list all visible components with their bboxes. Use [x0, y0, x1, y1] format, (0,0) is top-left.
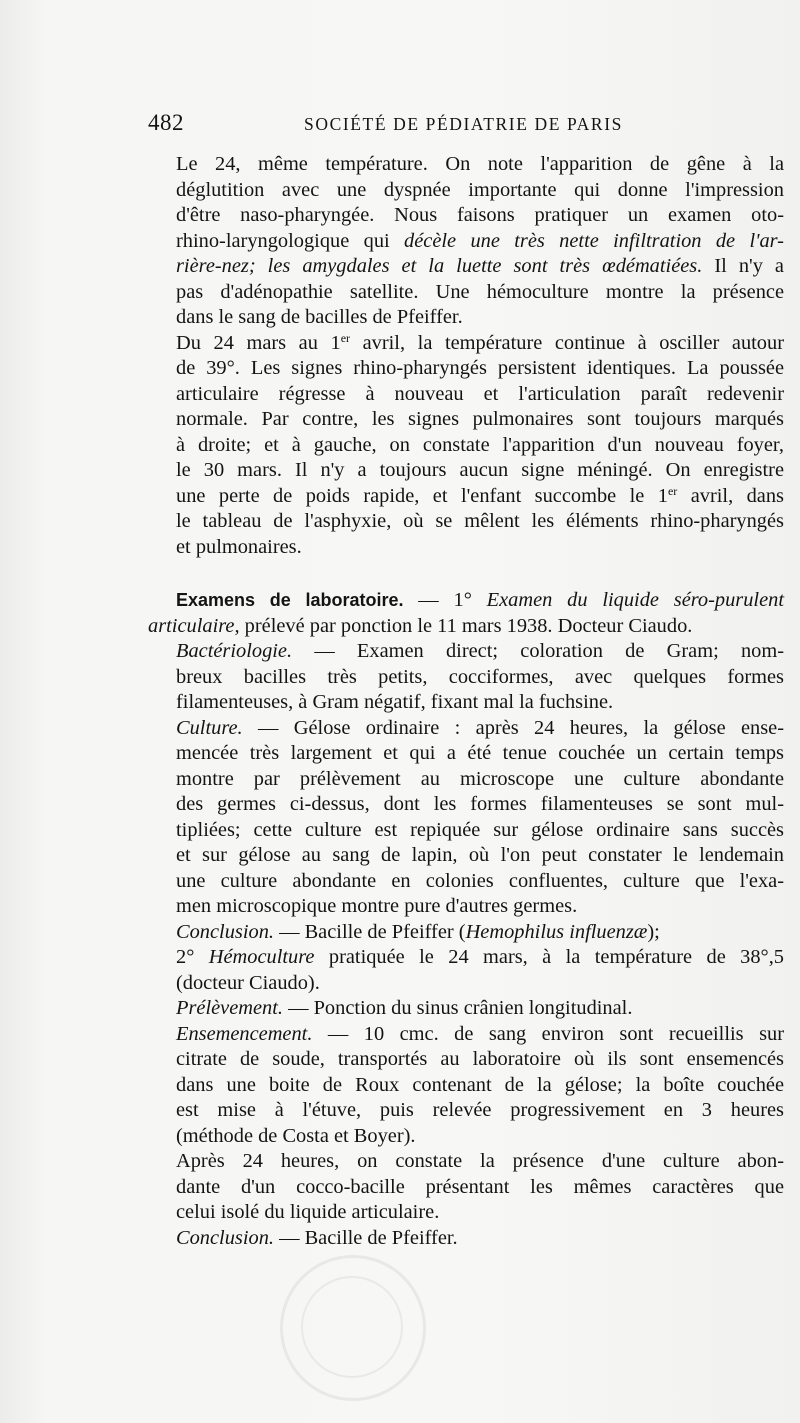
- text-line: [148, 484, 784, 510]
- text-run: prélevé par ponction le 11 mars 1938. Docteur Ciaudo.: [239, 614, 693, 637]
- paragraph: [148, 639, 784, 716]
- text-line: montre par prélèvement au microscope une culture abondante: [176, 767, 784, 790]
- text-line: Après 24 heures, on constate la présence d'une culture abon-: [176, 1150, 784, 1172]
- paragraph: [148, 716, 784, 920]
- text-line: mencée très largement et qui a été tenue couchée un certain temps: [176, 742, 784, 764]
- text-line: dante d'un cocco-bacille présentant les mêmes caractères que: [176, 1175, 784, 1198]
- text-line: [148, 1226, 784, 1252]
- text-run: — Ponction du sinus crânien longitudinal.: [283, 997, 633, 1019]
- text-line: breux bacilles très petits, cocciformes, avec quelques formes: [176, 665, 784, 688]
- superscript: er: [340, 330, 351, 345]
- italic-run: articulaire,: [148, 614, 240, 637]
- page-header: [148, 110, 788, 140]
- section-heading: Examens de laboratoire.: [176, 590, 404, 610]
- text-run: 2°: [176, 946, 209, 968]
- italic-run: Conclusion.: [176, 920, 274, 943]
- text-line: (méthode de Costa et Boyer).: [176, 1124, 416, 1147]
- text-line: [148, 639, 784, 665]
- text-line: [148, 254, 784, 280]
- text-line: citrate de soude, transportés au laboratoire où ils sont ensemencés: [176, 1048, 784, 1070]
- library-stamp-icon: [280, 1255, 426, 1401]
- text-line: une culture abondante en colonies confluentes, culture que l'exa-: [176, 869, 784, 892]
- paragraph: [148, 152, 784, 331]
- italic-run: Bactériologie.: [176, 640, 293, 662]
- italic-run: Culture.: [176, 716, 243, 739]
- text-run: Il n'y a: [702, 255, 784, 277]
- paragraph: [148, 1022, 784, 1150]
- text-run: — Examen direct; coloration de Gram; nom-: [292, 640, 784, 662]
- text-run: Du 24 mars au 1: [176, 331, 341, 354]
- stamp-inner-ring: [301, 1276, 403, 1378]
- italic-run: Examen du liquide séro-purulent: [486, 589, 784, 611]
- text-line: (docteur Ciaudo).: [176, 971, 320, 994]
- italic-run: Hemophilus influenzæ: [465, 920, 648, 943]
- paragraph: [148, 920, 784, 946]
- superscript: er: [667, 483, 678, 498]
- text-run: — Bacille de Pfeiffer (: [274, 920, 466, 943]
- running-title: SOCIÉTÉ DE PÉDIATRIE DE PARIS: [304, 114, 623, 134]
- text-line: [148, 614, 784, 640]
- text-line: est mise à l'étuve, puis relevée progressivement en 3 heures: [176, 1099, 784, 1121]
- text-line: et sur gélose au sang de lapin, où l'on peut constater le lendemain: [176, 844, 784, 866]
- italic-run: décèle une très nette infiltration de l'ar-: [404, 229, 784, 252]
- text-line: normale. Par contre, les signes pulmonaires sont toujours marqués: [176, 408, 784, 430]
- text-line: articulaire régresse à nouveau et l'articulation paraît redevenir: [176, 382, 784, 405]
- italic-run: Hémoculture: [208, 946, 315, 968]
- text-line: [148, 920, 784, 946]
- paragraph: [148, 1226, 784, 1252]
- text-run: rhino-laryngologique qui: [176, 229, 405, 252]
- text-line: [148, 331, 784, 357]
- text-run: — 1°: [403, 589, 487, 611]
- text-line: le 30 mars. Il n'y a toujours aucun signe méningé. On enregistre: [176, 459, 784, 481]
- text-line: men microscopique montre pure d'autres germes.: [176, 895, 578, 917]
- italic-run: Conclusion.: [176, 1226, 274, 1249]
- body-text: [148, 152, 784, 1251]
- text-run: une perte de poids rapide, et l'enfant succombe le 1: [176, 484, 668, 507]
- text-line: des germes ci-dessus, dont les formes filamenteuses se sont mul-: [176, 793, 784, 815]
- text-line: à droite; et à gauche, on constate l'apparition d'un nouveau foyer,: [176, 433, 784, 456]
- text-line: [148, 1022, 784, 1048]
- text-line: [148, 588, 784, 614]
- paragraph: [148, 996, 784, 1022]
- text-run: avril, la température continue à osciller autour: [350, 331, 784, 354]
- page-number: 482: [148, 110, 184, 135]
- text-line: le tableau de l'asphyxie, où se mêlent les éléments rhino-pharyngés: [176, 510, 784, 532]
- text-run: — Gélose ordinaire : après 24 heures, la gélose ense-: [242, 716, 784, 739]
- text-line: tipliées; cette culture est repiquée sur gélose ordinaire sans succès: [176, 818, 784, 841]
- text-run: avril, dans: [677, 484, 784, 507]
- text-line: dans le sang de bacilles de Pfeiffer.: [176, 306, 463, 328]
- text-line: [148, 229, 784, 255]
- italic-run: Ensemencement.: [176, 1022, 313, 1045]
- text-line: de 39°. Les signes rhino-pharyngés persistent identiques. La poussée: [176, 357, 784, 379]
- text-run: );: [647, 920, 660, 943]
- italic-run: rière-nez; les amygdales et la luette sont très œdématiées.: [176, 255, 703, 277]
- paragraph: [148, 331, 784, 561]
- text-line: [148, 996, 784, 1022]
- text-line: d'être naso-pharyngée. Nous faisons pratiquer un examen oto-: [176, 204, 784, 226]
- text-line: [148, 945, 784, 971]
- text-run: — Bacille de Pfeiffer.: [274, 1226, 458, 1249]
- text-line: et pulmonaires.: [176, 535, 302, 558]
- text-run: pratiquée le 24 mars, à la température de 38°,5: [314, 946, 785, 968]
- text-run: — 10 cmc. de sang environ sont recueillis sur: [312, 1022, 784, 1045]
- text-line: Le 24, même température. On note l'apparition de gêne à la: [176, 153, 784, 175]
- text-line: dans une boite de Roux contenant de la gélose; la boîte couchée: [176, 1073, 784, 1096]
- text-line: [148, 716, 784, 742]
- text-line: pas d'adénopathie satellite. Une hémoculture montre la présence: [176, 280, 784, 303]
- paragraph: [148, 588, 784, 639]
- text-line: filamenteuses, à Gram négatif, fixant mal la fuchsine.: [176, 691, 614, 713]
- text-line: celui isolé du liquide articulaire.: [176, 1201, 440, 1223]
- paragraph: [148, 1149, 784, 1226]
- italic-run: Prélèvement.: [176, 997, 283, 1019]
- paragraph: [148, 945, 784, 996]
- text-line: déglutition avec une dyspnée importante qui donne l'impression: [176, 178, 784, 201]
